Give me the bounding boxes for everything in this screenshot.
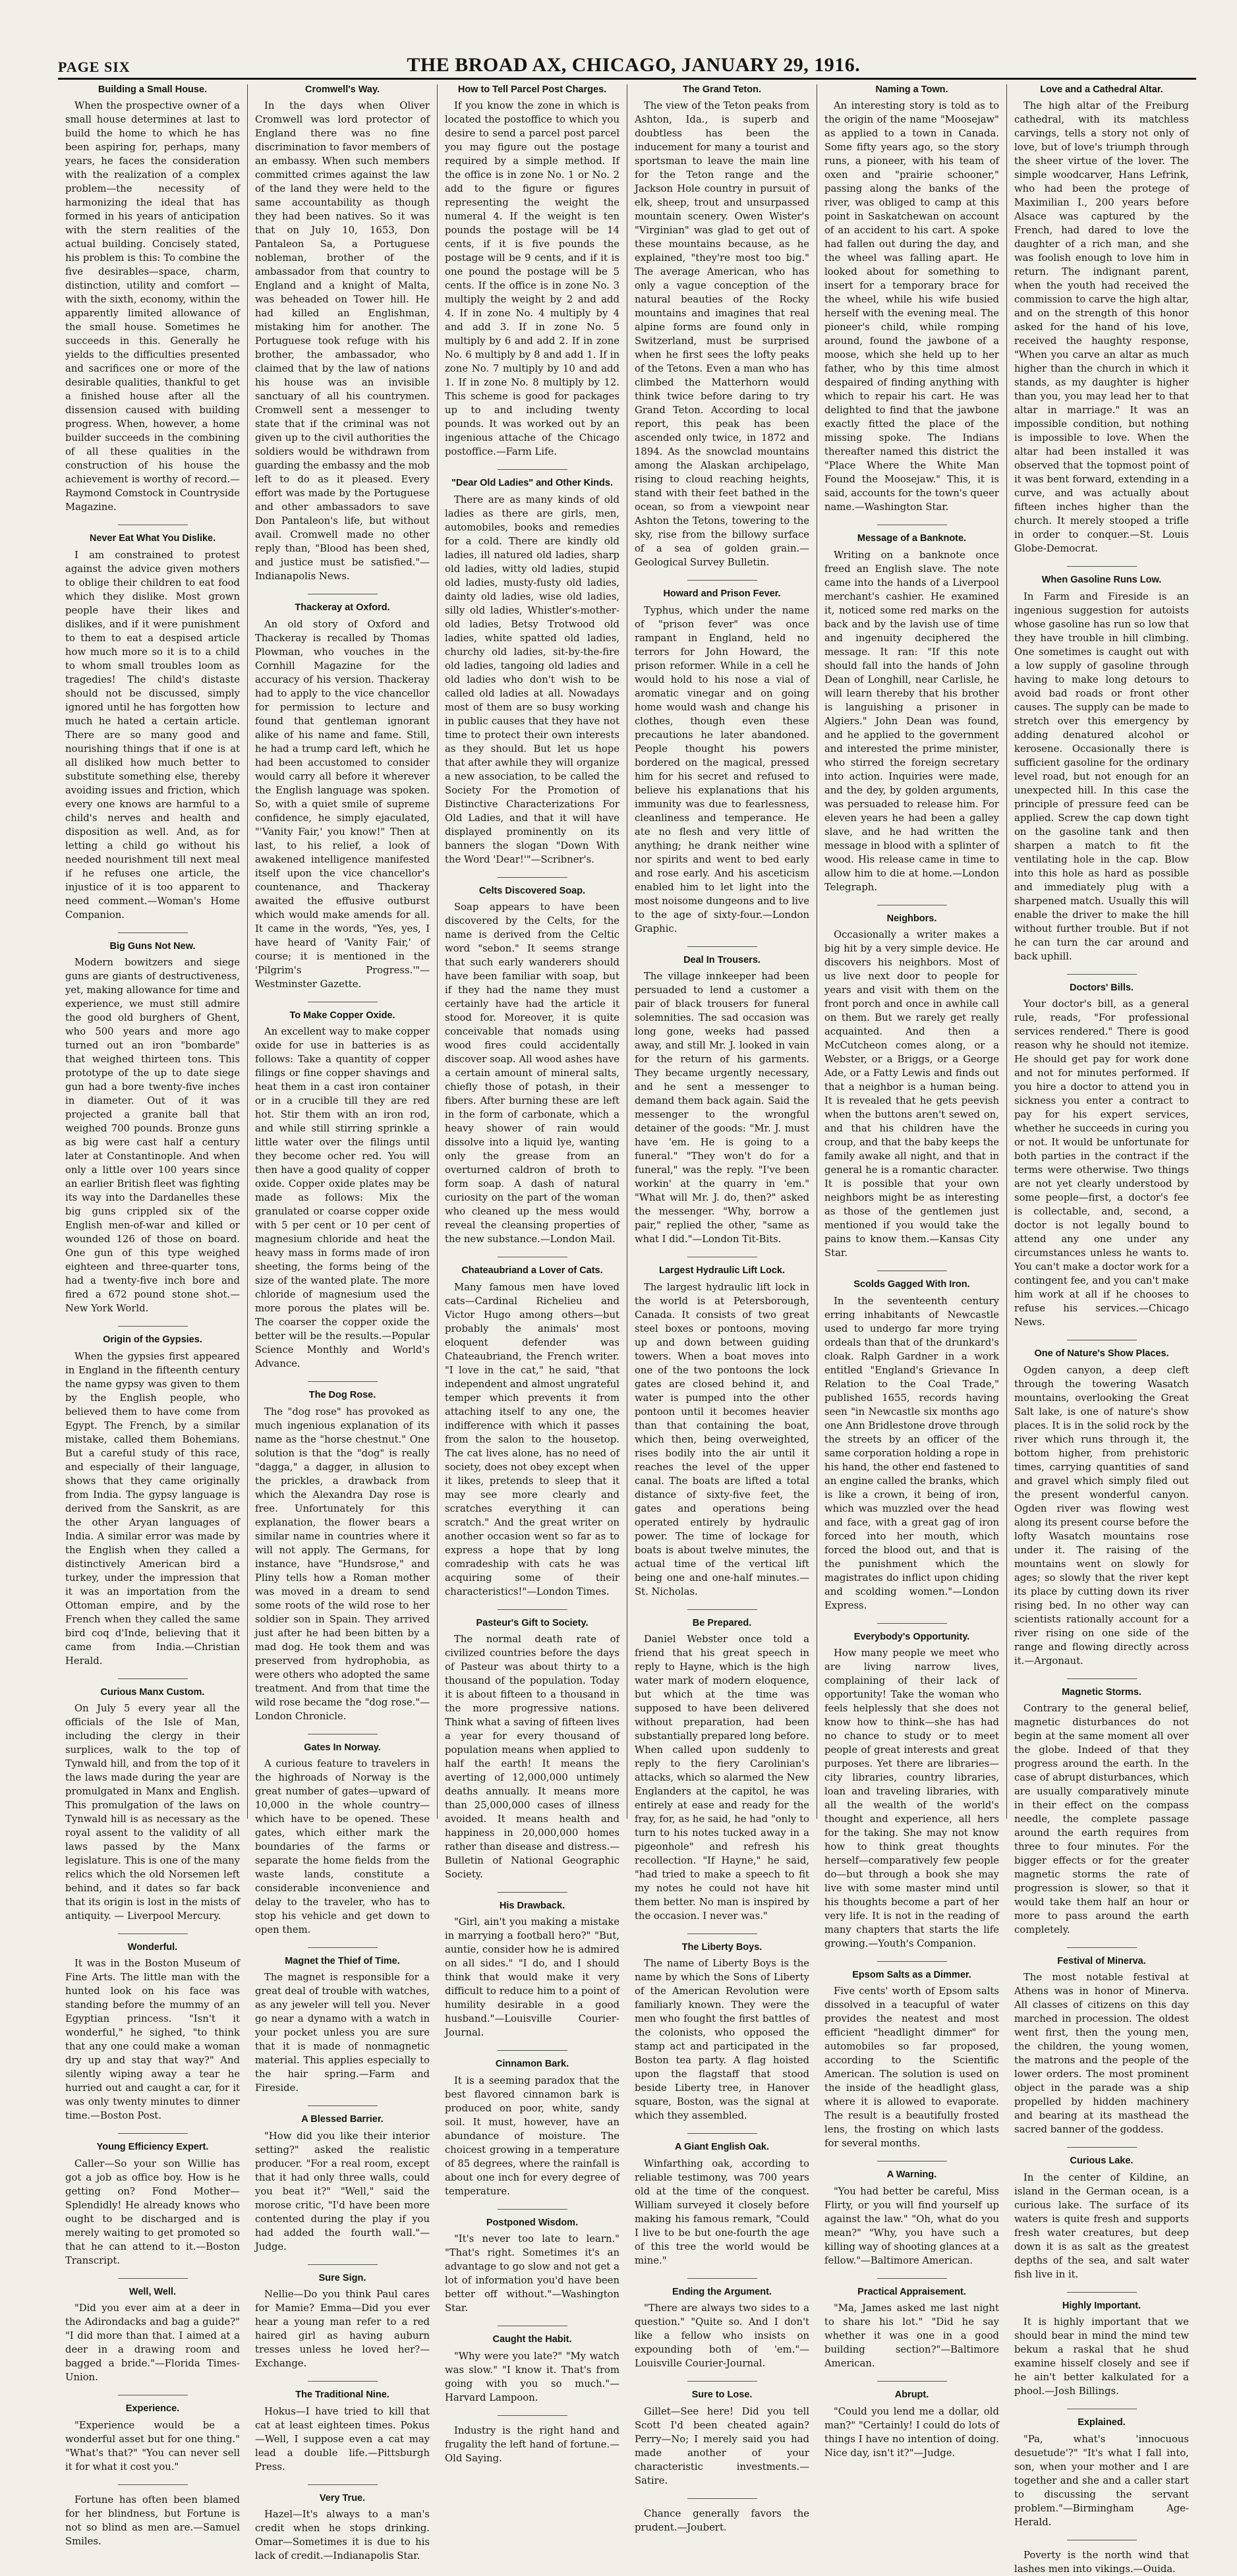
article <box>1014 2156 1189 2281</box>
article-body: There are as many kinds of old ladies as there are girls, men, automobiles, books and remedies for a cold. There are kindly old ladies, ill natured old ladies, sharp old ladies, witty old ladies, stupid old ladies, musty-fusty old ladies, dainty old ladies, wise old ladies, silly old ladies, Whistler's-mother-old ladies, Betsy Trotwood old ladies, white spatted old ladies, churchy old ladies, sit-by-the-fire old ladies, tangoing old ladies and old ladies who don't wish to be called old ladies at all. Nowadays most of them are so busy working in public causes that they have not time to protect their own interests as they should. But let us hope that after awhile they will organize a new association, to be called the Society For the Promotion of Distinctive Characterizations For Old Ladies, and that it will have displayed prominently on its banners the slogan "Down With the Word 'Dear!'"—Scribner's. <box>445 494 619 865</box>
article <box>255 2493 430 2563</box>
article-body: Many famous men have loved cats—Cardinal Richelieu and Victor Hugo among others—but probably the animals' most eloquent defender was Chateaubriand, the French writer. "I love in the cat," he said, "that independent and almost ungrateful temper which prevents it from attaching itself to any one, the indifference with which it passes from the salon to the housetop. The cat lives alone, has no need of society, does not obey except when it likes, pretends to sleep that it may see more clearly and scratches everything it can scratch." And the great writer on another occasion went so far as to express a hope that by long comradeship with cats he was acquiring some of their characteristics!"—London Times. <box>445 1281 619 1597</box>
article-divider <box>308 2105 378 2106</box>
article-body: An old story of Oxford and Thackeray is recalled by Thomas Plowman, who vouches in the Cornhill Magazine for the accuracy of his version. Thackeray had to apply to the vice chancellor for permission to lecture and found that gentleman ignorant alike of his name and fame. Still, he had a trump card left, which he had been accustomed to consider would carry all before it wherever the English language was spoken. So, with a quiet smile of supreme confidence, he simply ejaculated, "'Vanity Fair,' you know!" Then at last, to his relief, a look of awakened intelligence manifested itself upon the vice chancellor's countenance, and Thackeray awaited the effusive outburst which would make amends for all. It came in the words, "Yes, yes, I have heard of 'Vanity Fair,' of course; it is mentioned in the 'Pilgrim's Progress.'"—Westminster Gazette. <box>255 618 430 990</box>
article-divider <box>877 1623 947 1624</box>
article-body: Daniel Webster once told a friend that his great speech in reply to Hayne, which is the high water mark of modern eloquence, but which at the time was supposed to have been delivered without preparation, had been substantially prepared long before. When called upon suddenly to reply to the fiery Carolinian's attacks, which so alarmed the New Englanders at the capitol, he was entirely at ease and ready for the fray, for, as he said, he had "only to turn to his notes tucked away in a pigeonhole" and refresh his recollection. "If Hayne," he said, "had tried to make a speech to fit my notes he could not have hit them better. No man is inspired by the occasion. I never was." <box>635 1633 809 1922</box>
article-headline: Curious Lake. <box>1070 2156 1134 2167</box>
article <box>824 84 999 514</box>
article-body: In Farm and Fireside is an ingenious suggestion for autoists whose gasoline has run so low that they have trouble in hill climbing. One sometimes is caught out with a low supply of gasoline through having to make long detours to avoid bad roads or front other causes. The supply can be made to stretch over this emergency by adding denatured alcohol or kerosene. Occasionally there is sufficient gasoline for the ordinary level road, but not enough for an unexpected hill. In this case the principle of pressure feed can be applied. Screw the cap down tight on the gasoline tank and then sharpen a match to fit the ventilating hole in the cap. Blow into this hole as hard as possible and immediately plug with a sharpened match. Usually this will enable the driver to make the hill without further trouble. But if not he can turn the car around and back uphill. <box>1014 590 1189 962</box>
article-body: Typhus, which under the name of "prison fever" was once rampant in England, held no terrors for John Howard, the prison reformer. While in a cell he would hold to his nose a vial of aromatic vinegar and on going home would wash and change his clothes, though even these precautions he later abandoned. People thought his powers bordered on the magical, pressed him for his secret and refused to believe his explanations that his immunity was due to fearlessness, cleanliness and temperance. He ate no flesh and very little of anything; he drank neither wine nor spirits and went to bed early and rose early. And his asceticism enabled him to let light into the most noisome dungeons and to live to the age of sixty-four.—London Graphic. <box>635 604 809 934</box>
article <box>635 2390 809 2487</box>
article-divider <box>498 2209 567 2210</box>
article-divider <box>1067 974 1137 975</box>
article-body: When the gypsies first appeared in England in the fifteenth century the name gypsy was given to them by the English people, who believed them to have come from Egypt. The French, by a similar mistake, called them Bohemians. But a careful study of this race, and especially of their language, shows that they came originally from India. The gypsy language is derived from the Sanskrit, as are the other Aryan languages of India. A similar error was made by the English when they called a distinctively American bird a turkey, under the impression that it was an importation from the Ottoman empire, and by the French when they called the same bird coq d'Inde, believing that it came from India.—Christian Herald. <box>65 1350 240 1667</box>
article-headline: Festival of Minerva. <box>1057 1955 1146 1966</box>
article-body: Caller—So your son Willie has got a job as office boy. How is he getting on? Fond Mother—Splendidly! He already knows who ought to be discharged and is merely waiting to get promoted so that he can attend to it.—Boston Transcript. <box>65 2158 240 2266</box>
article <box>255 1390 430 1723</box>
article-body: "There are always two sides to a question." "Quite so. And I don't like a fellow who insists on expounding both of 'em."—Louisville Courier-Journal. <box>635 2303 809 2370</box>
article-divider <box>498 469 567 470</box>
article-body: Hazel—It's always to a man's credit when he stops drinking. Omar—Sometimes it is due to his lack of credit.—Indianapolis Star. <box>255 2508 430 2562</box>
column-5 <box>817 84 1007 2459</box>
article-headline: A Giant English Oak. <box>675 2142 769 2153</box>
masthead <box>58 54 1196 80</box>
article <box>255 602 430 990</box>
article-body: "Ma, James asked me last night to share his lot." "Did he say whether it was one in a good building section?"—Baltimore American. <box>824 2303 999 2370</box>
article <box>445 2059 619 2198</box>
article-divider <box>687 1933 757 1934</box>
article <box>255 2114 430 2253</box>
article-divider <box>118 1326 188 1327</box>
article-body: "Could you lend me a dollar, old man?" "Certainly! I could do lots of things I have no intention of doing. Nice day, isn't it?"—Judge. <box>824 2405 999 2459</box>
article-headline: Be Prepared. <box>692 1617 752 1628</box>
article <box>824 913 999 1260</box>
article <box>65 2142 240 2267</box>
article <box>1014 84 1189 556</box>
article <box>255 2390 430 2473</box>
article-headline: Message of a Banknote. <box>857 533 967 544</box>
article-body: The high altar of the Freiburg cathedral, with its matchless carvings, tells a story not only of love, but of love's triumph through the sheer virtue of the lover. The simple woodcarver, Hans Lefrink, who had been the protege of Maximilian I., 200 years before Alsace was captured by the French, had dared to love the daughter of a rich man, and she was foolish enough to love him in return. The indignant parent, when the youth had received the commission to carve the high altar, and on the strength of this honor asked for the hand of his love, received the haughty response, "When you carve an altar as much higher than the church in which it stands, as my daughter is higher than you, you may lead her to that altar in marriage." It was an impossible condition, but nothing is impossible to love. When the altar had been installed it was observed that the topmost point of it was bent forward, extending in a curve, and was actually about fifteen inches higher than the church. It merely stooped a trifle in order to conquer.—St. Louis Globe-Democrat. <box>1014 100 1189 555</box>
article-body: "Why were you late?" "My watch was slow." "I know it. That's from going with you so much."—Harvard Lampoon. <box>445 2350 619 2403</box>
article-divider <box>877 2278 947 2279</box>
article-body: The magnet is responsible for a great deal of trouble with watches, as any jeweler will tell you. Never go near a dynamo with a watch in your pocket unless you are sure that it is made of nonmagnetic material. This applies especially to the hair spring.—Farm and Fireside. <box>255 1972 430 2094</box>
article-divider <box>687 1609 757 1610</box>
article-divider <box>118 2484 188 2485</box>
article-divider <box>498 2415 567 2416</box>
article-divider <box>1067 1678 1137 1679</box>
article <box>65 84 240 514</box>
article-divider <box>1067 2147 1137 2148</box>
article <box>1014 2417 1189 2529</box>
article-headline: Doctors' Bills. <box>1070 982 1134 993</box>
article <box>445 1265 619 1598</box>
article <box>445 478 619 866</box>
article-body: Writing on a banknote once freed an English slave. The note came into the hands of a Liverpool merchant's cashier. He examined it, noticed some red marks on the back and by the lavish use of time and ingenuity deciphered the message. It ran: "If this note should fall into the hands of John Dean of Longhill, near Carlisle, he will learn thereby that his brother is languishing a prisoner in Algiers." John Dean was found, and he applied to the government and interested the prime minister, who stirred the foreign secretary into action. Inquiries were made, and the dey, by golden arguments, was persuaded to release him. For eleven years he had been a galley slave, and he had written the message in blood with a splinter of wood. His release came in time to allow him to die at home.—London Telegraph. <box>824 549 999 893</box>
column-6 <box>1007 84 1196 2575</box>
article-headline: Epsom Salts as a Dimmer. <box>852 1969 971 1980</box>
page-number: PAGE SIX <box>58 59 130 75</box>
article <box>1014 983 1189 1329</box>
article-headline: Highly Important. <box>1062 2300 1141 2311</box>
article <box>635 1618 809 1923</box>
article-divider <box>118 1678 188 1679</box>
article-headline: Everybody's Opportunity. <box>853 1631 970 1642</box>
article-divider <box>308 1381 378 1382</box>
article-body: Hokus—I have tried to kill that cat at least eighteen times. Pokus—Well, I suppose even a cat may lead a double life.—Pittsburgh Press. <box>255 2405 430 2473</box>
article <box>1014 1687 1189 1937</box>
article-divider <box>687 2278 757 2279</box>
article <box>65 2493 240 2548</box>
article-headline: Deal In Trousers. <box>683 954 761 965</box>
article <box>824 2169 999 2267</box>
article <box>445 84 619 459</box>
article-body: A curious feature to travelers in the highroads of Norway is the great number of gates—upward of 10,000 in the whole country—which have to be opened. These gates, which either mark the boundaries of the farms or separate the home fields from the waste lands, constitute a considerable inconvenience and delay to the traveler, who has to stop his vehicle and get down to open them. <box>255 1758 430 1935</box>
article-body: An interesting story is told as to the origin of the name "Moosejaw" as applied to a town in Canada. Some fifty years ago, so the story runs, a pioneer, with his team of oxen and "prairie schooner," passing along the banks of the river, was obliged to camp at this point in Saskatchewan on account of an accident to his cart. A spoke had fallen out during the day, and the wheel was falling apart. He looked about for something to insert for a temporary brace for the wheel, while his wife busied herself with the evening meal. The pioneer's child, while romping around, found the jawbone of a moose, which she held up to her father, who by this time almost despaired of finding anything with which to repair his cart. He was delighted to find that the jawbone exactly fitted the place of the missing spoke. The Indians thereafter named this district the "Place Where the White Man Found the Moosejaw." This, it is said, accounts for the town's queer name.—Washington Star. <box>824 100 999 513</box>
article-divider <box>308 2264 378 2265</box>
article-headline: Neighbors. <box>886 913 937 924</box>
article-body: If you know the zone in which is located the postoffice to which you desire to send a parcel post parcel you may figure out the postage required by a simple method. If the office is in zone No. 1 or No. 2 add to the figure or figures representing the weight the numeral 4. If the weight is ten pounds the postage will be 14 cents, if it is five pounds the postage will be 9 cents, and if it is one pound the postage will be 5 cents. If the office is in zone No. 3 multiply the weight by 2 and add 4. If in zone No. 4 multiply by 4 and add 3. If in zone No. 5 multiply by 6 and add 2. If in zone No. 6 multiply by 8 and add 1. If in zone No. 7 multiply by 10 and add 1. If in zone No. 8 multiply by 12. This scheme is good for packages up to and including twenty pounds. It was worked out by an ingenious attache of the Chicago postoffice.—Farm Life. <box>445 100 619 458</box>
article-headline: Never Eat What You Dislike. <box>89 533 216 544</box>
article-body: I am constrained to protest against the advice given mothers to oblige their children to eat food which they dislike. Most grown people have their likes and dislikes, and if it were punishment to them to eat a despised article how much more so it is to a child to whom small troubles loom as tragedies! The child's distaste should not be discussed, simply ignored until he has forgotten how much he hated a certain article. There are so many good and nourishing things that if one is at all disliked how much better to substitute something else, thereby avoiding issues and friction, which every one knows are harmful to a child's nerves and health and disposition as well. And, as for letting a child go without his needed nourishment till next meal if he refuses one article, the injustice of it is too apparent to need comment.—Woman's Home Companion. <box>65 549 240 921</box>
article <box>635 1265 809 1598</box>
article <box>445 886 619 1246</box>
article <box>635 1942 809 2123</box>
article-divider <box>498 1892 567 1893</box>
article-body: The "dog rose" has provoked as much ingenious explanation of its name as the "horse chestnut." One solution is that the "dog" is really "dagga," a dagger, in allusion to the prickles, a drawback from which the Alexandra Day rose is free. Unfortunately for this explanation, the flower bears a similar name in countries where it will not apply. The Germans, for instance, have "Hundsrose," and Pliny tells how a Roman mother was moved in a dream to send some roots of the wild rose to her soldier son in Spain. They arrived just after he had been bitten by a mad dog. He took them and was preserved from hydrophobia, as were others who adopted the same treatment. And from that time the wild rose became the "dog rose."—London Chronicle. <box>255 1406 430 1722</box>
article-headline: Pasteur's Gift to Society. <box>476 1617 589 1628</box>
article-divider <box>1067 1947 1137 1948</box>
article-headline: Thackeray at Oxford. <box>295 602 390 614</box>
article-body: "How did you like their interior setting?" asked the realistic producer. "For a real room, except that it had only three walls, could you beat it?" "Well," said the morose critic, "I'd have been more contented during the play if you had added the fourth wall."—Judge. <box>255 2130 430 2252</box>
article <box>635 955 809 1246</box>
article-headline: How to Tell Parcel Post Charges. <box>457 84 607 95</box>
article <box>255 1010 430 1371</box>
article-body: Contrary to the general belief, magnetic disturbances do not begin at the same moment all over the globe. Indeed of that they progress around the earth. In the case of abrupt disturbances, which are usually comparatively minute in their effect on the compass needle, the complete passage around the earth requires from three to four minutes. For the bigger effects or for the greater magnetic storms the rate of progression is slower, so that it would take them half an hour or more to pass around the earth completely. <box>1014 1702 1189 1935</box>
article <box>635 2142 809 2267</box>
article <box>824 1279 999 1612</box>
article-body: Five cents' worth of Epsom salts dissolved in a teacupful of water provides the neatest and most efficient "headlight dimmer" for automobiles so far proposed, according to the Scientific American. The solution is used on the inside of the headlight glass, where it is allowed to evaporate. The result is a beautifully frosted lens, the frosting on which lasts for several months. <box>824 1986 999 2150</box>
article-divider <box>687 2133 757 2134</box>
article <box>635 2287 809 2370</box>
article-headline: "Dear Old Ladies" and Other Kinds. <box>451 478 613 489</box>
article-body: The normal death rate of civilized countries before the days of Pasteur was about thirty to a thousand of the population. Today it is about fifteen to a thousand in the more progressive nations. Think what a saving of fifteen lives a year for every thousand of population means when applied to half the earth! It means the averting of 12,000,000 untimely deaths annually. It means more than 25,000,000 cases of illness avoided. It means health and happiness in 20,000,000 homes rather than disease and distress.—Bulletin of National Geographic Society. <box>445 1633 619 1880</box>
article <box>824 2390 999 2459</box>
article-body: It is highly important that we should bear in mind the mind tew bekum a raskal that he shud examine hisself closely and see if he ain't better kalkulated for a phool.—Josh Billings. <box>1014 2316 1189 2397</box>
article-body: Modern bowitzers and siege guns are giants of destructiveness, yet, making allowance for time and experience, we must still admire the good old burghers of Ghent, who 500 years and more ago turned out an iron "bombarde" that weighed thirteen tons. This prototype of the up to date siege gun had a bore twenty-five inches in diameter. Out of it was projected a granite ball that weighed 700 pounds. Bronze guns as big were cast half a century later at Constantinople. And when only a little over 100 years since an earlier British fleet was fighting its way into the Dardanelles these big guns crippled six of the English men-of-war and killed or wounded 126 of those on board. One gun of this type weighed eighteen and three-quarter tons, had a twenty-five inch bore and fired a 672 pound stone shot.—New York World. <box>65 957 240 1315</box>
article-divider <box>118 2278 188 2279</box>
article-headline: Young Efficiency Expert. <box>96 2142 209 2153</box>
article-headline: Naming a Town. <box>875 84 948 95</box>
article-headline: Very True. <box>319 2492 366 2504</box>
article-body: Gillet—See here! Did you tell Scott I'd been cheated again? Perry—No; I merely said you had made another of your characteristic investments.—Satire. <box>635 2405 809 2486</box>
article-divider <box>118 1933 188 1934</box>
article <box>445 2334 619 2404</box>
article-headline: A Blessed Barrier. <box>301 2114 384 2125</box>
article <box>1014 1956 1189 2136</box>
article-headline: Experience. <box>125 2403 180 2415</box>
article <box>824 2287 999 2370</box>
article-headline: The Liberty Boys. <box>681 1941 762 1953</box>
article-divider <box>687 2381 757 2382</box>
article-body: In the center of Kildine, an island in the German ocean, is a curious lake. The surface of its waters is quite fresh and supports fresh water creatures, but deep down it is as salt as the greatest depths of the sea, and salt water fish live in it. <box>1014 2171 1189 2280</box>
article-headline: Sure to Lose. <box>691 2390 753 2401</box>
article-headline: His Drawback. <box>499 1900 565 1911</box>
article-divider <box>308 1947 378 1948</box>
article <box>65 2403 240 2473</box>
article-headline: Big Guns Not New. <box>109 940 196 952</box>
article-body: The largest hydraulic lift lock in the world is at Petersborough, Canada. It consists of two great steel boxes or pontoons, moving up and down between guiding towers. When a boat moves into one of the two pontoons the lock gates are closed behind it, and water is pumped into the other pontoon until it becomes heavier than that containing the boat, which then, being overweighted, rises bodily into the air until it reaches the level of the upper canal. The boats are lifted a total distance of sixty-five feet, the gates and operations being operated entirely by hydraulic power. The time of lockage for boats is about twelve minutes, the actual time of the vertical lift being one and one-half minutes.—St. Nicholas. <box>635 1281 809 1597</box>
article <box>65 1687 240 1923</box>
article-body: It is a seeming paradox that the best flavored cinnamon bark is produced on poor, white, sandy soil. It must, however, have an abundance of moisture. The choicest growing in a temperature of 85 degrees, where the rainfall is about one inch for every degree of temperature. <box>445 2075 619 2197</box>
article-headline: The Grand Teton. <box>683 84 761 95</box>
article <box>635 588 809 935</box>
article <box>65 2287 240 2384</box>
article-body: "It's never too late to learn." "That's right. Sometimes it's an advantage to go slow and not get a lot of information you'd have been better off without."—Washington Star. <box>445 2233 619 2314</box>
article-body: The view of the Teton peaks from Ashton, Ida., is superb and doubtless has been the inducement for many a tourist and sportsman to leave the main line for the Teton range and the Jackson Hole country in pursuit of elk, sheep, trout and unsurpassed mountain scenery. Owen Wister's "Virginian" was glad to get out of these mountains because, as he explained, "they're most too big." The average American, who has only a vague conception of the natural beauties of the Rocky mountains and imagines that real alpine forms are found only in Switzerland, must be surprised when he first sees the lofty peaks of the Tetons. Even a man who has climbed the Matterhorn would think twice before daring to try Grand Teton. According to local report, this peak has been ascended only twice, in 1872 and 1894. As the snowclad mountains among the Alaskan archipelago, rising to cloud reaching heights, stand with their feet bathed in the ocean, so from a viewpoint near Ashton the Tetons, towering to the sky, rise from the billowy surface of a sea of golden grain.—Geological Survey Bulletin. <box>635 100 809 569</box>
article-body: Chance generally favors the prudent.—Joubert. <box>635 2507 809 2533</box>
article-body: How many people we meet who are living narrow lives, complaining of their lack of opportunity! Take the woman who feels helplessly that she does not know how to think—she has had no chance to study or to meet people of great interests and great purposes. Yet there are libraries—city libraries, country libraries, loan and traveling libraries, with all the wealth of the world's thought and experience, all hers for the taking. She may not know how to think great thoughts herself—comparatively few people do—but through a book she may live with some master mind until his thoughts become a part of her very life. It is not in the reading of many chapters that starts the life growing.—Youth's Companion. <box>824 1647 999 1949</box>
article-headline: To Make Copper Oxide. <box>289 1010 395 1021</box>
article-body: Soap appears to have been discovered by the Celts, for the name is derived from the Celtic word "sebon." It seems strange that such early wanderers should have been familiar with soap, but if they had the name they must certainly have had the article it stood for. Moreover, it is quite conceivable that nomads using wood fires could accidentally discover soap. All wood ashes have a certain amount of mineral salts, chiefly those of potash, in their fibers. After burning these are left in the form of carbonate, which a heavy shower of rain would dissolve into a liquid lye, wanting only the grease from an overturned caldron of broth to form soap. A dash of natural curiosity on the part of the woman who cleaned up the mess would reveal the cleansing properties of the new substance.—London Mail. <box>445 902 619 1245</box>
article <box>1014 2301 1189 2398</box>
article <box>65 533 240 921</box>
article-divider <box>877 2381 947 2382</box>
article-body: The name of Liberty Boys is the name by which the Sons of Liberty of the American Revolution were familiarly known. They were the men who fought the first battles of the colonists, who opposed the stamp act and participated in the Boston tea party. A flag hoisted upon the flagstaff that stood beside Liberty tree, in Hanover square, Boston, was the signal at which they assembled. <box>635 1958 809 2122</box>
article-divider <box>687 580 757 581</box>
article-divider <box>308 2381 378 2382</box>
article <box>445 2424 619 2465</box>
article-body: Industry is the right hand and frugality the left hand of fortune.—Old Saying. <box>445 2424 619 2464</box>
article-body: Poverty is the north wind that lashes men into vikings.—Ouida. <box>1014 2549 1189 2575</box>
article-headline: Magnetic Storms. <box>1062 1686 1141 1698</box>
article <box>65 1334 240 1667</box>
article-headline: Ending the Argument. <box>672 2286 772 2297</box>
column-4 <box>627 84 817 2533</box>
article <box>445 2218 619 2315</box>
article-divider <box>1067 2292 1137 2293</box>
article-divider <box>687 2498 757 2499</box>
article-headline: A Warning. <box>886 2169 937 2181</box>
article-body: Your doctor's bill, as a general rule, reads, "For professional services rendered." There is good reason why he should not itemize. He should get pay for work done and not for minutes performed. If you hire a doctor to attend you in sickness you enter a contract to pay for his expert services, whether he succeeds in curing you or not. It would be unfortunate for both parties in the contract if the terms were otherwise. Two things are not yet clearly understood by some people—first, a doctor's fee is collectable, and, second, a doctor is not legally bound to attend any one under any circumstances unless he wants to. You can't make a doctor work for a contingent fee, and you can't make him work at all if he chooses to refuse his services.—Chicago News. <box>1014 998 1189 1329</box>
column-2 <box>248 84 438 2562</box>
article-divider <box>118 932 188 933</box>
article-headline: Practical Appraisement. <box>857 2286 966 2297</box>
article-headline: Postponed Wisdom. <box>486 2217 579 2228</box>
article-headline: Origin of the Gypsies. <box>103 1334 202 1346</box>
article-headline: When Gasoline Runs Low. <box>1041 575 1162 586</box>
newspaper-title: THE BROAD AX, CHICAGO, JANUARY 29, 1916. <box>407 54 861 76</box>
article <box>255 84 430 583</box>
column-1 <box>58 84 248 2547</box>
article-body: Occasionally a writer makes a big hit by a very simple device. He discovers his neighbors. Most of us live next door to people for years and visit with them on the front porch and once in awhile call on them. But we rarely get really acquainted. And then a McCutcheon comes along, or a Webster, or a Briggs, or a George Ade, or a Fatty Lewis and finds out that a neighbor is a human being. It is revealed that he gets peevish when the buttons aren't sewed on, and that his children have the croup, and that the baby keeps the family awake all night, and that in general he is a romantic character. It is possible that your own neighbors might be as interesting as those of the gentlemen just mentioned if you would take the pains to know them.—Kansas City Star. <box>824 929 999 1259</box>
article <box>255 2273 430 2370</box>
article <box>445 1618 619 1881</box>
article-body: "You had better be careful, Miss Flirty, or you will find yourself up against the law." "Oh, what do you mean?" "Why, you have such a killing way of shooting glances at a fellow."—Baltimore American. <box>824 2185 999 2266</box>
article <box>1014 1348 1189 1667</box>
article-headline: Abrupt. <box>894 2390 929 2401</box>
article <box>824 1632 999 1951</box>
article <box>1014 2548 1189 2576</box>
article-body: In the seventeenth century erring inhabitants of Newcastle used to undergo far more trying ordeals than that of the drunkard's cloak. Ralph Gardner in a work entitled "England's Grievance In Relation to the Coal Trade," published 1655, records having seen "in Newcastle six months ago one Ann Bridlestone drove through the streets by an officer of the same corporation holding a rope in his hand, the other end fastened to an engine called the branks, which is like a crown, it being of iron, which was muzzled over the head and face, with a great gag of iron forced into her mouth, which forced the blood out, and that is the punishment which the magistrates do inflict upon chiding and scolding women."—London Express. <box>824 1295 999 1611</box>
article-body: "Pa, what's 'innocuous desuetude'?" "It's what I fall into, son, when your mother and I are together and she and a caller start to discussing the servant problem."—Birmingham Age-Herald. <box>1014 2433 1189 2528</box>
article-body: Ogden canyon, a deep cleft through the towering Wasatch mountains, overlooking the Great Salt lake, is one of nature's show places. It is in the solid rock by the river which runs through it, the bottom higher, from prehistoric times, carrying quantities of sand and gravel which simply filed out the present wonderful canyon. Ogden river was flowing west along its present course before the lofty Wasatch mountains rose under it. The raising of the mountains went on slowly for ages; so slowly that the river kept its place by cutting down its river rising bed. In no other way can scientists rationally account for a river rising on one side of the range and flowing directly across it.—Argonaut. <box>1014 1364 1189 1667</box>
article <box>65 941 240 1315</box>
article-headline: Largest Hydraulic Lift Lock. <box>659 1265 785 1276</box>
article-body: Winfarthing oak, according to reliable testimony, was 700 years old at the time of the conquest. William surveyed it closely before making his famous remark, "Could I live to be but one-fourth the age of this tree the world would be mine." <box>635 2158 809 2266</box>
article-body: On July 5 every year all the officials of the Isle of Man, including the clergy in their surplices, walk to the top of Tynwald hill, and from the top of it the laws made during the year are promulgated in Manx and English. This promulgation of the laws on Tynwald hill is as necessary as the royal assent to the validity of all laws passed by the Manx legislature. This is one of the many relics which the old Norsemen left behind, and it dates so far back that its origin is lost in the mists of antiquity. — Liverpool Mercury. <box>65 1702 240 1922</box>
article-headline: Wonderful. <box>127 1941 178 1953</box>
article-divider <box>498 2050 567 2051</box>
article <box>255 1956 430 2095</box>
article-headline: Curious Manx Custom. <box>100 1686 205 1698</box>
article-headline: Magnet the Thief of Time. <box>285 1955 400 1966</box>
article-headline: Building a Small House. <box>98 84 208 95</box>
article-headline: Howard and Prison Fever. <box>663 588 781 600</box>
column-3 <box>438 84 627 2464</box>
article-divider <box>498 1609 567 1610</box>
article-headline: Cromwell's Way. <box>304 84 380 95</box>
article <box>635 2507 809 2534</box>
article-divider <box>687 946 757 947</box>
article-headline: Sure Sign. <box>318 2272 366 2283</box>
article-headline: Explained. <box>1078 2417 1126 2428</box>
article <box>65 1942 240 2123</box>
article <box>255 1742 430 1937</box>
article-body: The village innkeeper had been persuaded to lend a customer a pair of black trousers for funeral solemnities. The sad occasion was long gone, weeks had passed away, and still Mr. J. looked in vain for the return of his garments. They became urgently necessary, and he sent a messenger to demand them back again. Said the messenger to the wrongful detainer of the goods: "Mr. J. must have 'em. He is going to a funeral." "They won't do for a funeral," was the reply. "I've been workin' at the quarry in 'em." "What will Mr. J. do, then?" asked the messenger. "Why, borrow a pair," replied the other, "same as what I did."—London Tit-Bits. <box>635 971 809 1245</box>
article-headline: Chateaubriand a Lover of Cats. <box>461 1265 603 1276</box>
article-divider <box>118 2133 188 2134</box>
article-body: "Girl, ain't you making a mistake in marrying a football hero?" "But, auntie, consider how he is admired on all sides." "I do, and I should think that would make it very difficult to reduce him to a point of humility desirable in a good husband."—Louisville Courier-Journal. <box>445 1916 619 2039</box>
article-divider <box>308 2484 378 2485</box>
article-body: An excellent way to make copper oxide for use in batteries is as follows: Take a quantity of copper filings or fine copper shavings and heat them in a cast iron container or in a crucible till they are red hot. Stir them with an iron rod, and while still stirring sprinkle a little water over the filings until they become ocher red. You will then have a good quality of copper oxide. Copper oxide plates may be made as follows: Mix the granulated or coarse copper oxide with 5 per cent or 10 per cent of magnesium chloride and heat the heavy mass in forms made of iron sheeting, the forms being of the size of the wanted plate. The more chloride of magnesium used the more porous the plates will be. The coarser the copper oxide the better will be the results.—Popular Science Monthly and World's Advance. <box>255 1026 430 1370</box>
article-divider <box>1067 566 1137 567</box>
article-headline: The Traditional Nine. <box>295 2390 389 2401</box>
article-headline: The Dog Rose. <box>308 1390 376 1401</box>
article-body: "Experience would be a wonderful asset but for one thing." "What's that?" "You can never sell it for what it cost you." <box>65 2419 240 2473</box>
article-body: Nellie—Do you think Paul cares for Mamie? Emma—Did you ever hear a young man refer to a red haired girl as having auburn tresses unless he loved her?—Exchange. <box>255 2289 430 2370</box>
article <box>635 84 809 569</box>
article-headline: Scolds Gagged With Iron. <box>853 1279 970 1290</box>
article-divider <box>877 1961 947 1962</box>
article-body: "Did you ever aim at a deer in the Adirondacks and bag a guide?" "I did more than that. I aimed at a deer in a drawing room and bagged a bride."—Florida Times-Union. <box>65 2303 240 2384</box>
article-body: In the days when Oliver Cromwell was lord protector of England there was no fine discrimination to favor members of an embassy. When such members committed crimes against the law of the land they were held to the same accountability as though they had been natives. So it was that on July 10, 1653, Don Pantaleon Sa, a Portuguese nobleman, brother of the ambassador from that country to England and a knight of Malta, was beheaded on Tower hill. He had killed an Englishman, mistaking him for another. The Portuguese took refuge with his brother, the ambassador, who claimed that by the law of nations his house was an invisible sanctuary of all his countrymen. Cromwell sent a messenger to state that if the criminal was not given up to the civil authorities the soldiers would be withdrawn from guarding the embassy and the mob left to do as it pleased. Every effort was made by the Portuguese and other ambassadors to save Don Pantaleon's life, but without avail. Cromwell made no other reply than, "Blood has been shed, and justice must be satisfied."—Indianapolis News. <box>255 100 430 583</box>
article-divider <box>498 877 567 878</box>
article <box>1014 575 1189 963</box>
article-headline: Celts Discovered Soap. <box>478 885 586 896</box>
article-headline: Gates In Norway. <box>304 1742 381 1753</box>
article <box>445 1901 619 2040</box>
article-columns <box>58 84 1196 2575</box>
article <box>824 1970 999 2150</box>
article-headline: Love and a Cathedral Altar. <box>1040 84 1163 95</box>
article-body: When the prospective owner of a small house determines at last to build the home to which he has been aspiring for, perhaps, many years, he faces the consideration with the realization of a complex problem—the necessity of harmonizing the ideal that has formed in his years of anticipation with the stern realities of the actual building. Concisely stated, his problem is this: To combine the five desirables—space, charm, distinction, utility and comfort —with the sixth, economy, within the apparently limited allowance of the small house. Sometimes he succeeds in this. Generally he yields to the difficulties presented and sacrifices one or more of the desirable qualities, thankful to get a finished house after all the dissension caused with building progress. When, however, a home builder succeeds in the combining of all these qualities in the construction of his house the achievement is worthy of record.—Raymond Comstock in Countryside Magazine. <box>65 100 240 513</box>
article-body: The most notable festival at Athens was in honor of Minerva. All classes of citizens on this day marched in procession. The oldest went first, then the young men, the children, the young women, the matrons and the people of the lower orders. The most prominent object in the parade was a ship propelled by hidden machinery and bearing at its masthead the sacred banner of the goddess. <box>1014 1972 1189 2136</box>
article <box>824 533 999 894</box>
article-body: It was in the Boston Museum of Fine Arts. The little man with the hunted look on his face was standing before the mummy of an Egyptian princess. "Isn't it wonderful," he sighed, "to think that any one could make a woman dry up and stay that way?" And silently wiping away a tear he hurried out and caught a car, for it was only twenty minutes to dinner time.—Boston Post. <box>65 1958 240 2122</box>
article-headline: One of Nature's Show Places. <box>1034 1348 1169 1360</box>
article-headline: Well, Well. <box>129 2286 177 2297</box>
article-headline: Caught the Habit. <box>492 2334 572 2345</box>
article-body: Fortune has often been blamed for her blindness, but Fortune is not so blind as men are.—Samuel Smiles. <box>65 2494 240 2547</box>
article-headline: Cinnamon Bark. <box>495 2059 569 2070</box>
